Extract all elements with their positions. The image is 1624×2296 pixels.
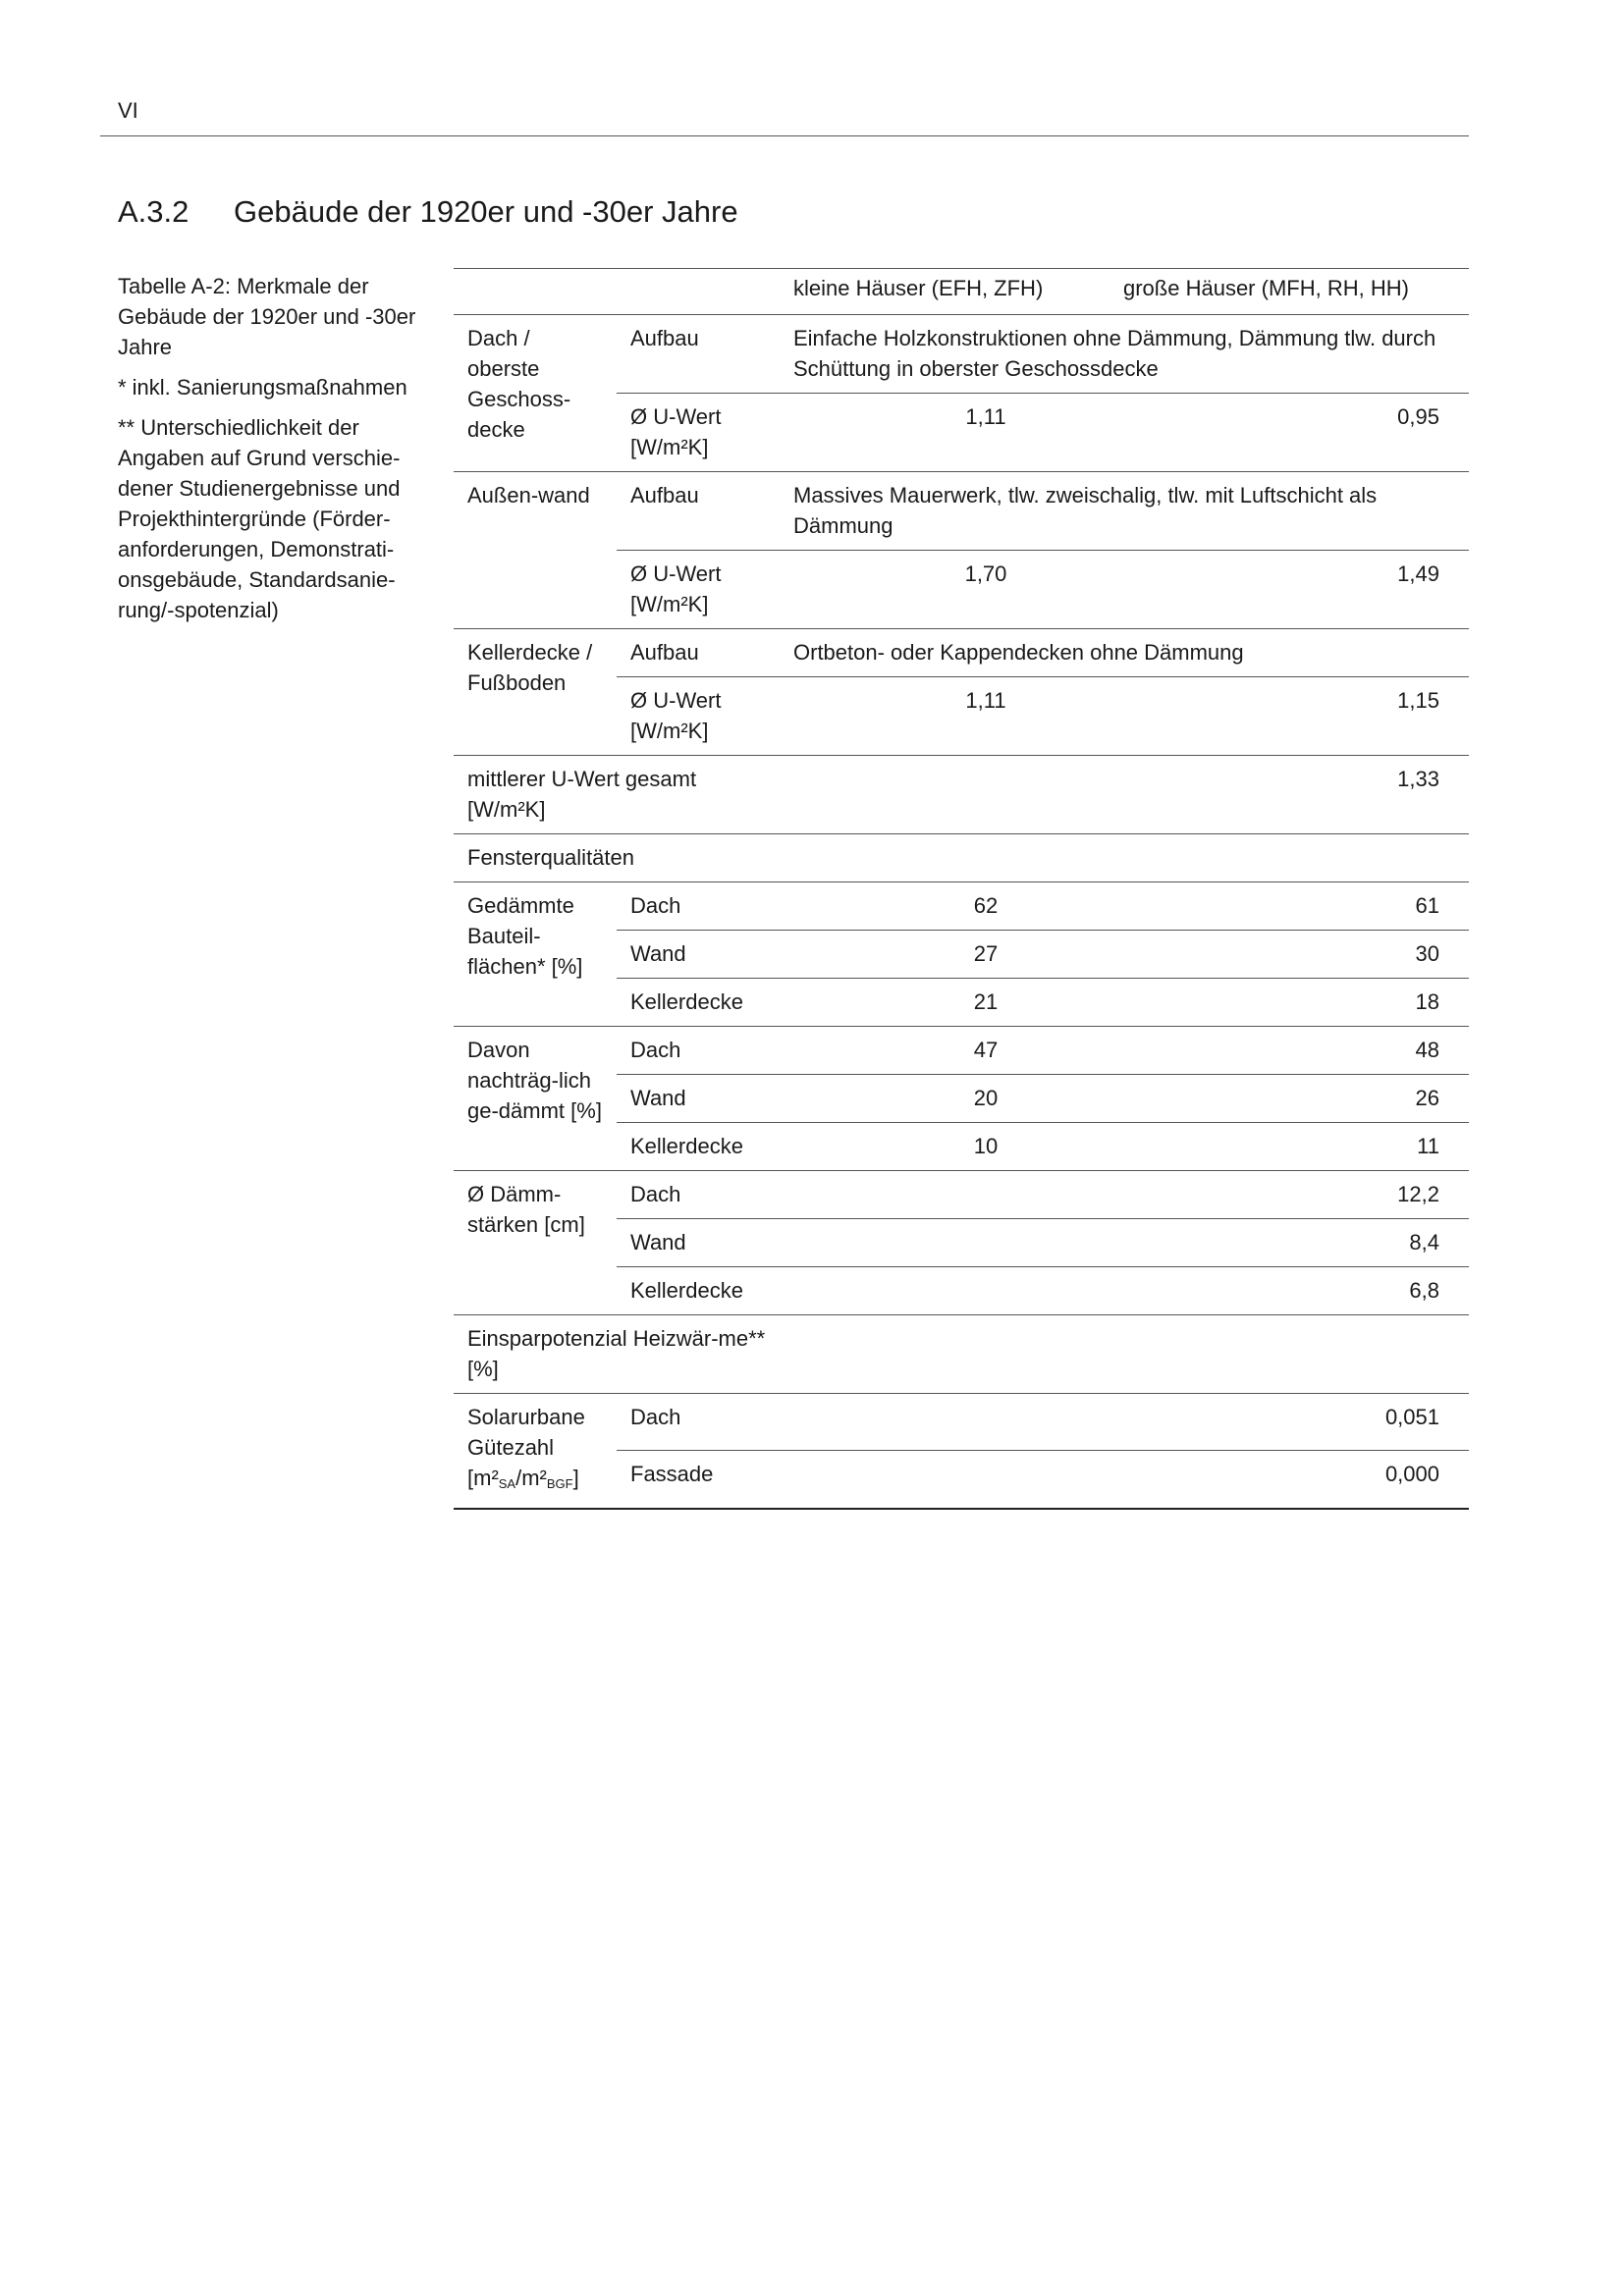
row-label-einsparpotenzial: Einsparpotenzial Heizwär-me** [%]: [454, 1315, 780, 1394]
value-small: 27: [780, 931, 1123, 979]
part-label: Wand: [617, 1219, 780, 1267]
row-group-dach: Dach / oberste Geschoss-decke: [454, 315, 617, 472]
table-row: [454, 472, 1469, 551]
part-label: Dach: [617, 1027, 780, 1075]
row-label-uwert: Ø U-Wert [W/m²K]: [617, 394, 780, 472]
caption-note-2: ** Unterschiedlichkeit der Angaben auf Grund verschie-dener Studienergebnisse und Projekthintergründe (Förder-anforderungen, Demonstrati-onsgebäude, Standardsanie-rung/-spotenzial): [118, 415, 401, 622]
value-combined: 12,2: [1123, 1171, 1469, 1219]
value-small: 62: [780, 882, 1123, 931]
solar-unit: [467, 1466, 579, 1490]
value-large: 11: [1123, 1123, 1469, 1171]
table-row: [454, 756, 1469, 834]
value-combined: 0,000: [1384, 1462, 1439, 1487]
table-row: [454, 1394, 1469, 1451]
aufbau-text: Massives Mauerwerk, tlw. zweischalig, tlw. mit Luftschicht als Dämmung: [780, 472, 1469, 551]
row-label-aufbau: Aufbau: [617, 472, 780, 551]
part-label: Fassade: [630, 1462, 714, 1487]
part-label: Dach: [617, 1394, 780, 1451]
table-row: [454, 834, 1469, 882]
part-label: Wand: [617, 1075, 780, 1123]
row-group-nachtraeglich: Davon nachträg-lich ge-dämmt [%]: [454, 1027, 617, 1171]
value-small: 1,11: [780, 677, 1123, 756]
value-small: 10: [780, 1123, 1123, 1171]
unit-subscript: SA: [498, 1476, 516, 1491]
value-combined: 8,4: [1123, 1219, 1469, 1267]
column-header-small-houses: kleine Häuser (EFH, ZFH): [780, 269, 1123, 315]
row-label-uwert: Ø U-Wert [W/m²K]: [617, 677, 780, 756]
value-large: 1,15: [1123, 677, 1469, 756]
row-label-aufbau: Aufbau: [617, 629, 780, 677]
unit-part: [m²: [467, 1466, 499, 1490]
table-row: [454, 1027, 1469, 1075]
part-label: Dach: [617, 1171, 780, 1219]
section-number: A.3.2: [118, 194, 189, 229]
row-label-mittlerer-uwert: mittlerer U-Wert gesamt [W/m²K]: [454, 756, 780, 834]
unit-part: ]: [572, 1466, 579, 1490]
row-label-fenster: Fensterqualitäten: [454, 834, 1469, 882]
row-group-solar: [454, 1394, 617, 1510]
table-row: [454, 315, 1469, 394]
value-small: 21: [780, 979, 1123, 1027]
column-header-large-houses: große Häuser (MFH, RH, HH): [1123, 269, 1469, 315]
header-rule: [100, 135, 1469, 136]
table-row: [454, 1315, 1469, 1394]
unit-part: /m²: [515, 1466, 547, 1490]
row-label-aufbau: Aufbau: [617, 315, 780, 394]
value-large: 48: [1123, 1027, 1469, 1075]
table-caption: [118, 271, 430, 635]
value-mittlerer-uwert: 1,33: [1123, 756, 1469, 834]
row-group-kellerdecke: Kellerdecke / Fußboden: [454, 629, 617, 756]
caption-title: Tabelle A-2: Merkmale der Gebäude der 1920er und -30er Jahre: [118, 274, 416, 359]
section-heading: [118, 194, 738, 230]
part-label: Kellerdecke: [617, 1123, 780, 1171]
part-label: Dach: [617, 882, 780, 931]
row-group-aussenwand: Außen-wand: [454, 472, 617, 629]
part-label: Kellerdecke: [617, 1267, 780, 1315]
value-small: 47: [780, 1027, 1123, 1075]
solar-label: Solarurbane Gütezahl: [467, 1405, 585, 1460]
characteristics-table: [454, 268, 1469, 1510]
value-small: 1,11: [780, 394, 1123, 472]
value-combined: 6,8: [1123, 1267, 1469, 1315]
value-small: 1,70: [780, 551, 1123, 629]
caption-note-1: * inkl. Sanierungsmaßnahmen: [118, 375, 407, 400]
part-label: Wand: [617, 931, 780, 979]
value-large: 61: [1123, 882, 1469, 931]
value-combined: 0,051: [1123, 1394, 1469, 1451]
row-label-uwert: Ø U-Wert [W/m²K]: [617, 551, 780, 629]
value-large: 0,95: [1123, 394, 1469, 472]
unit-subscript: BGF: [546, 1476, 573, 1491]
row-group-gedaemmt: Gedämmte Bauteil-flächen* [%]: [454, 882, 617, 1027]
value-large: 1,49: [1123, 551, 1469, 629]
part-label: Kellerdecke: [617, 979, 780, 1027]
aufbau-text: Einfache Holzkonstruktionen ohne Dämmung, Dämmung tlw. durch Schüttung in oberster Geschossdecke: [780, 315, 1469, 394]
value-large: 18: [1123, 979, 1469, 1027]
section-title: Gebäude der 1920er und -30er Jahre: [234, 194, 738, 229]
value-large: 26: [1123, 1075, 1469, 1123]
value-large: 30: [1123, 931, 1469, 979]
value-small: 20: [780, 1075, 1123, 1123]
aufbau-text: Ortbeton- oder Kappendecken ohne Dämmung: [780, 629, 1469, 677]
table-row: [454, 882, 1469, 931]
table-row: [454, 629, 1469, 677]
table-header-row: [454, 269, 1469, 315]
row-group-daemmstaerken: Ø Dämm-stärken [cm]: [454, 1171, 617, 1315]
table-row: [454, 1171, 1469, 1219]
page-number: VI: [118, 98, 138, 123]
